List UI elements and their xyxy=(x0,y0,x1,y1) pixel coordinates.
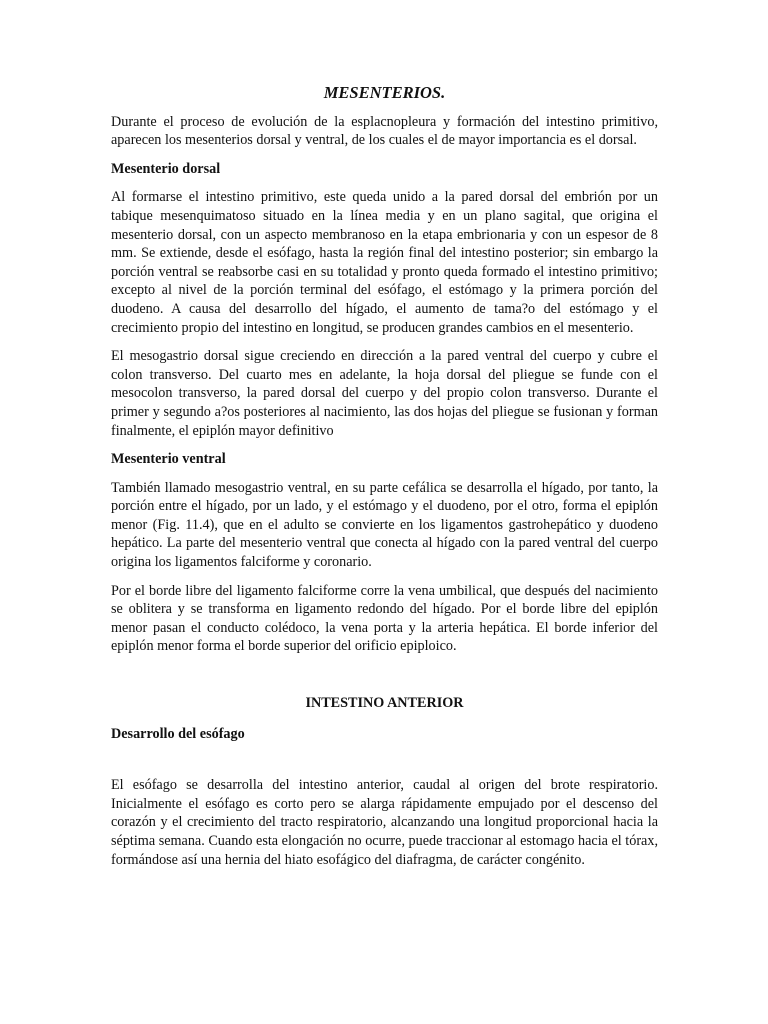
paragraph-dorsal-2: El mesogastrio dorsal sigue creciendo en dirección a la pared ventral del cuerpo y cubre el colon transverso. Del cuarto mes en adelante, la hoja dorsal del pliegue se funde con el mesocolon transverso, la pared dorsal del cuerpo y del propio colon transverso. Durante el primer y segundo a?os posteriores al nacimiento, las dos hojas del pliegue se fusionan y forman finalmente, el epiplón mayor definitivo xyxy=(111,348,658,439)
section-heading-mesenterio-dorsal: Mesenterio dorsal xyxy=(111,160,221,177)
spacer xyxy=(111,743,658,776)
spacer xyxy=(111,713,658,725)
spacer xyxy=(111,656,658,694)
subheading-desarrollo-esofago: Desarrollo del esófago xyxy=(111,725,245,742)
paragraph-ventral-2: Por el borde libre del ligamento falciforme corre la vena umbilical, que después del nacimiento se oblitera y se transforma en ligamento redondo del hígado. Por el borde libre del epiplón menor pasan el conducto colédoco, la vena porta y la arteria hepática. El borde inferior del epiplón menor forma el borde superior del orificio epiploico. xyxy=(111,582,658,655)
spacer xyxy=(111,440,658,450)
spacer xyxy=(111,178,658,188)
spacer xyxy=(111,572,658,582)
paragraph-dorsal-1: Al formarse el intestino primitivo, este queda unido a la pared dorsal del embrión por un tabique mesenquimatoso situado en la línea media y en un plano sagital, que origina el mesenterio dorsal, con un aspecto membranoso en la etapa embrionaria y con un espesor de 8 mm. Se extiende, desde el esófago, hasta la región final del intestino posterior; sin embargo la porción ventral se reabsorbe casi en su totalidad y pronto queda formado el intestino primitivo; excepto al nivel de la porción terminal del esófago, el estómago y la primera porción del duodeno. A causa del desarrollo del hígado, el aumento de tama?o del estómago y el crecimiento propio del intestino en longitud, se producen grandes cambios en el mesenterio. xyxy=(111,189,658,336)
document-title: MESENTERIOS. xyxy=(323,83,446,102)
document-page xyxy=(111,84,658,869)
spacer xyxy=(111,150,658,160)
spacer xyxy=(111,337,658,347)
section-heading-mesenterio-ventral: Mesenterio ventral xyxy=(111,451,226,468)
section-heading-intestino-anterior: INTESTINO ANTERIOR xyxy=(305,695,464,712)
spacer xyxy=(111,469,658,479)
paragraph-ventral-1: También llamado mesogastrio ventral, en su parte cefálica se desarrolla el hígado, por tanto, la porción entre el hígado, por un lado, y el estómago y el duodeno, por el otro, forma el epiplón menor (Fig. 11.4), que en el adulto se convierte en los ligamentos gastrohepático y duodeno hepático. La parte del mesenterio ventral que conecta al hígado con la pared ventral del cuerpo origina los ligamentos falciforme y coronario. xyxy=(111,479,658,571)
paragraph-esofago: El esófago se desarrolla del intestino anterior, caudal al origen del brote respiratorio. Inicialmente el esófago es corto pero se alarga rápidamente empujado por el descenso del corazón y el crecimiento del tracto respiratorio, alcanzando una longitud proporcional hacia la séptima semana. Cuando esta elongación no ocurre, puede traccionar al estomago hacia el tórax, formándose así una hernia del hiato esofágico del diafragma, de carácter congénito. xyxy=(111,777,658,868)
intro-paragraph: Durante el proceso de evolución de la esplacnopleura y formación del intestino primitivo, aparecen los mesenterios dorsal y ventral, de los cuales el de mayor importancia es el dorsal. xyxy=(111,113,658,149)
